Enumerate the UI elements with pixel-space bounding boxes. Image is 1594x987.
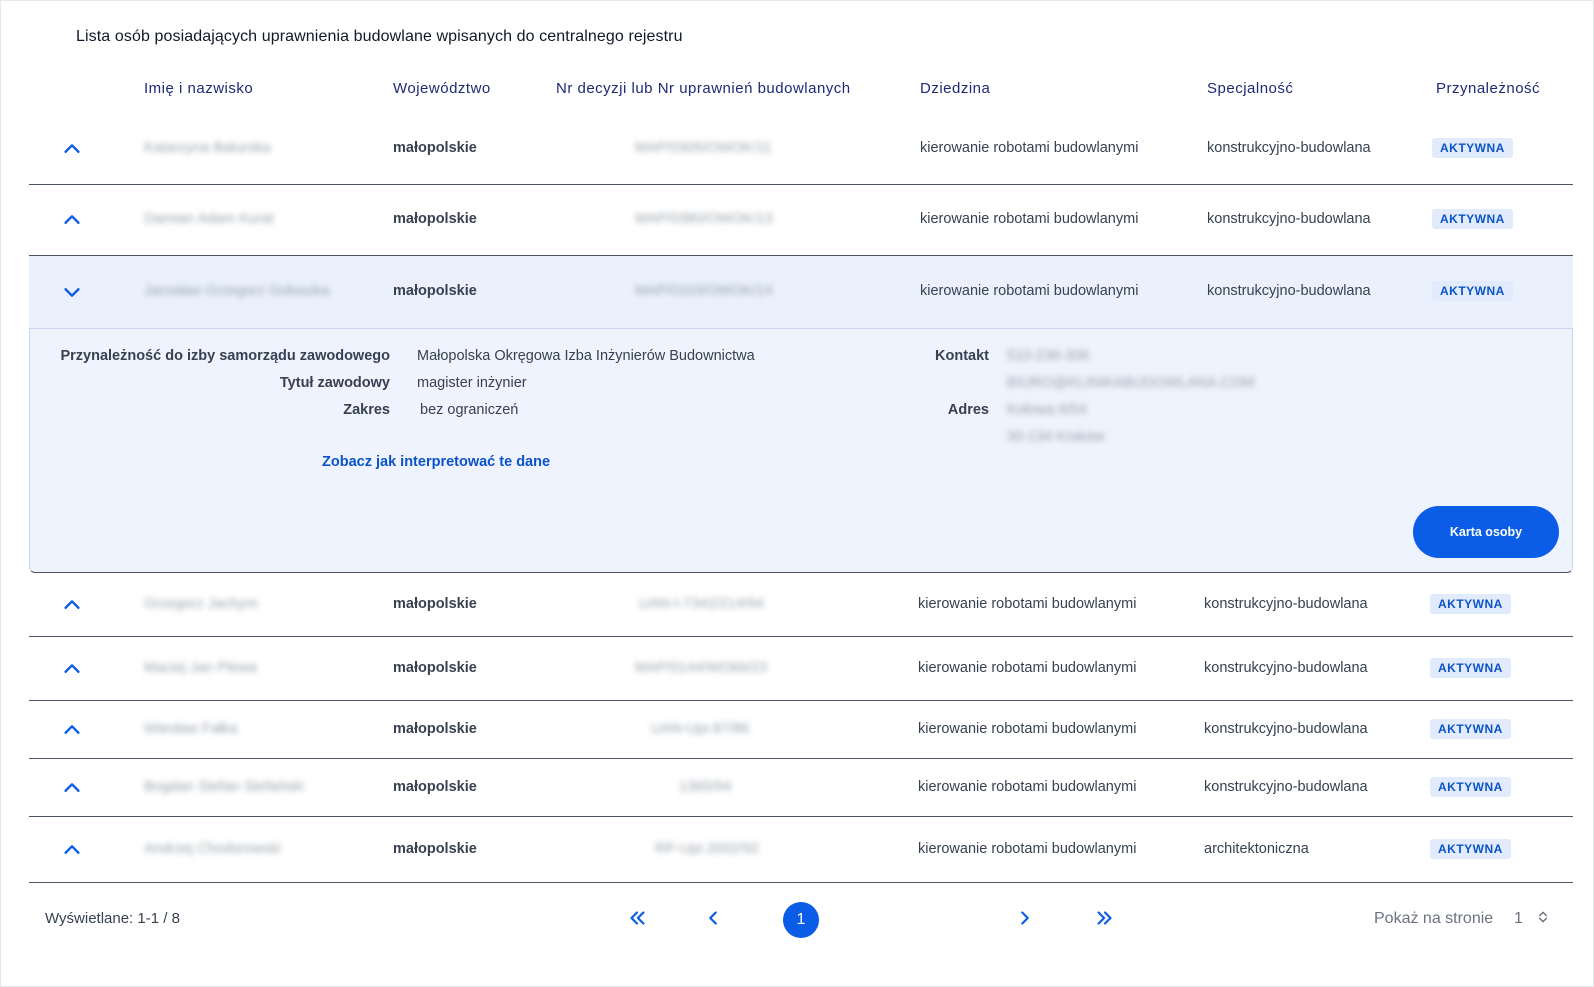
decision-number: MAP/0380/OWOK/13: [635, 211, 773, 227]
chevron-up-icon[interactable]: [61, 719, 83, 741]
person-name: Katarzyna Baturska: [144, 140, 271, 156]
person-name: Jarosław Grzegorz Gołuszka: [144, 283, 330, 299]
column-header-specialty[interactable]: Specjalność: [1207, 80, 1294, 97]
column-header-membership[interactable]: Przynależność: [1436, 80, 1541, 97]
table-header: [29, 75, 1573, 115]
chevron-up-icon[interactable]: [61, 777, 83, 799]
voivodeship: małopolskie: [393, 283, 477, 299]
status-badge: AKTYWNA: [1432, 138, 1513, 158]
title-label: Tytuł zawodowy: [279, 375, 390, 391]
title-value: magister inżynier: [417, 375, 527, 391]
chevron-up-icon[interactable]: [61, 138, 83, 160]
field: kierowanie robotami budowlanymi: [918, 841, 1137, 857]
decision-number: UAN-Upr.87/86: [651, 721, 750, 737]
scope-value: bez ograniczeń: [420, 402, 519, 418]
pagination-bar: [29, 886, 1573, 946]
voivodeship: małopolskie: [393, 660, 477, 676]
field: kierowanie robotami budowlanymi: [918, 660, 1137, 676]
status-badge: AKTYWNA: [1430, 777, 1511, 797]
next-page-button[interactable]: [1007, 902, 1043, 938]
contact-phone: 510-236-306: [1007, 348, 1090, 364]
specialty: architektoniczna: [1204, 841, 1309, 857]
decision-number: 1365/94: [679, 779, 732, 795]
voivodeship: małopolskie: [393, 140, 477, 156]
status-badge: AKTYWNA: [1430, 719, 1511, 739]
specialty: konstrukcyjno-budowlana: [1207, 211, 1371, 227]
field: kierowanie robotami budowlanymi: [920, 140, 1139, 156]
field: kierowanie robotami budowlanymi: [918, 596, 1137, 612]
table-row[interactable]: [29, 817, 1573, 883]
decision-number: UAN-I-7342/214/94: [639, 596, 764, 612]
records-shown: Wyświetlane: 1-1 / 8: [45, 910, 180, 927]
details-panel: [29, 329, 1573, 573]
chevron-left-icon: [702, 907, 724, 934]
specialty: konstrukcyjno-budowlana: [1204, 721, 1368, 737]
last-page-button[interactable]: [1087, 902, 1123, 938]
person-name: Damian Adam Kurat: [144, 211, 274, 227]
person-name: Andrzej Chodorowski: [144, 841, 282, 857]
specialty: konstrukcyjno-budowlana: [1204, 660, 1368, 676]
chevron-up-icon[interactable]: [61, 839, 83, 861]
address-label: Adres: [947, 402, 989, 418]
person-name: Maciej Jan Plewa: [144, 660, 257, 676]
status-badge: AKTYWNA: [1430, 839, 1511, 859]
column-header-field[interactable]: Dziedzina: [920, 80, 991, 97]
chevron-up-icon[interactable]: [61, 209, 83, 231]
table-row[interactable]: [29, 114, 1573, 185]
column-header-voivodeship[interactable]: Województwo: [393, 80, 491, 97]
chevron-up-icon[interactable]: [61, 658, 83, 680]
field: kierowanie robotami budowlanymi: [918, 779, 1137, 795]
voivodeship: małopolskie: [393, 721, 477, 737]
voivodeship: małopolskie: [393, 596, 477, 612]
contact-label: Kontakt: [935, 348, 989, 364]
specialty: konstrukcyjno-budowlana: [1207, 283, 1371, 299]
previous-page-button[interactable]: [695, 902, 731, 938]
voivodeship: małopolskie: [393, 841, 477, 857]
per-page-select[interactable]: [1514, 904, 1564, 934]
page-title: Lista osób posiadających uprawnienia budowlane wpisanych do centralnego rejestru: [76, 28, 683, 45]
person-name: Grzegorz Jachym: [144, 596, 258, 612]
scope-label: Zakres: [343, 402, 390, 418]
table-row[interactable]: [29, 701, 1573, 759]
interpret-data-link[interactable]: Zobacz jak interpretować te dane: [322, 454, 551, 470]
specialty: konstrukcyjno-budowlana: [1204, 596, 1368, 612]
double-chevron-left-icon: [626, 907, 648, 934]
status-badge: AKTYWNA: [1430, 594, 1511, 614]
voivodeship: małopolskie: [393, 211, 477, 227]
person-card-button[interactable]: Karta osoby: [1413, 506, 1559, 558]
address-line-1: Kołowa 6/54: [1007, 402, 1087, 418]
decision-number: MAP/0103/OWOK/14: [635, 283, 773, 299]
table-row-expanded[interactable]: [29, 256, 1573, 329]
status-badge: AKTYWNA: [1432, 209, 1513, 229]
sort-updown-icon: [1535, 909, 1551, 930]
column-header-name[interactable]: Imię i nazwisko: [144, 80, 254, 97]
decision-number: MAP/0144/WOkb/23: [635, 660, 768, 676]
chevron-down-icon[interactable]: [61, 281, 83, 303]
person-name: Wiesław Fałka: [144, 721, 238, 737]
double-chevron-right-icon: [1094, 907, 1116, 934]
decision-number: MAP/0305/OWOK/11: [635, 140, 772, 156]
specialty: konstrukcyjno-budowlana: [1204, 779, 1368, 795]
status-badge: AKTYWNA: [1432, 281, 1513, 301]
decision-number: RP-Upr.2002/92: [655, 841, 759, 857]
address-line-2: 30-134 Kraków: [1007, 429, 1105, 445]
per-page-value: 1: [1514, 910, 1523, 927]
first-page-button[interactable]: [619, 902, 655, 938]
membership-value: Małopolska Okręgowa Izba Inżynierów Budownictwa: [417, 348, 755, 364]
column-header-decision[interactable]: Nr decyzji lub Nr uprawnień budowlanych: [556, 80, 851, 97]
contact-email: BIURO@KLINIKABUDOWLANA.COM: [1007, 375, 1255, 391]
voivodeship: małopolskie: [393, 779, 477, 795]
table-row[interactable]: [29, 573, 1573, 637]
table-row[interactable]: [29, 637, 1573, 701]
field: kierowanie robotami budowlanymi: [920, 283, 1139, 299]
chevron-right-icon: [1014, 907, 1036, 934]
page-number-current[interactable]: 1: [783, 902, 819, 938]
field: kierowanie robotami budowlanymi: [920, 211, 1139, 227]
person-name: Bogdan Stefan Stefański: [144, 779, 304, 795]
chevron-up-icon[interactable]: [61, 594, 83, 616]
per-page-label: Pokaż na stronie: [1374, 910, 1494, 927]
table-row[interactable]: [29, 759, 1573, 817]
status-badge: AKTYWNA: [1430, 658, 1511, 678]
field: kierowanie robotami budowlanymi: [918, 721, 1137, 737]
table-row[interactable]: [29, 185, 1573, 256]
membership-label: Przynależność do izby samorządu zawodowego: [60, 348, 390, 364]
specialty: konstrukcyjno-budowlana: [1207, 140, 1371, 156]
